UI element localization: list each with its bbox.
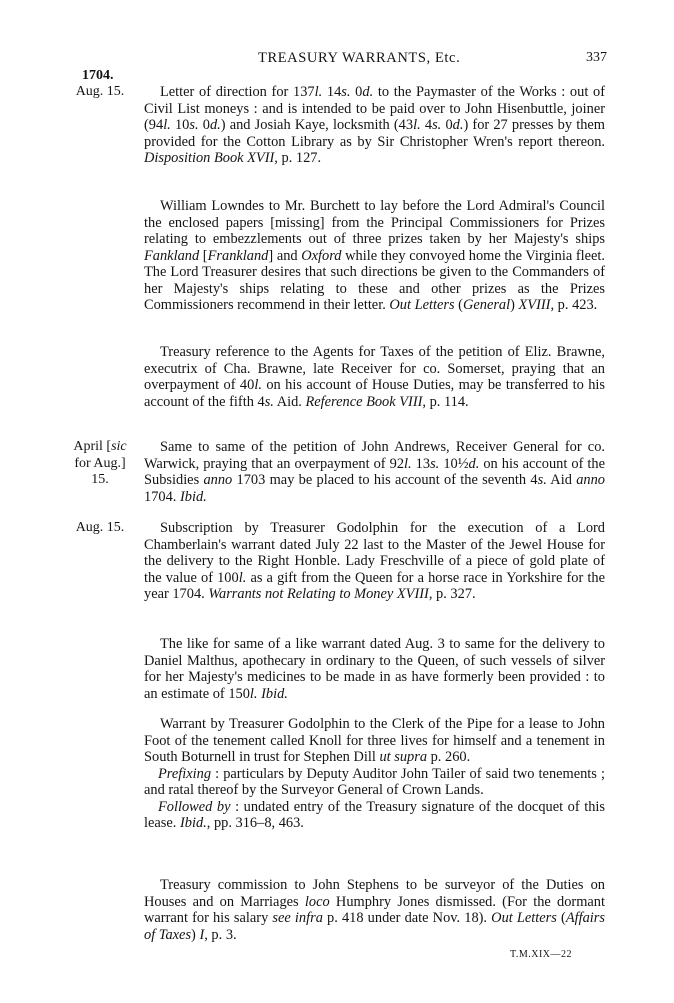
entry-paragraph: Warrant by Treasurer Godolphin to the Clerk of the Pipe for a lease to John Foot of the tenement called Knoll for three lives for himself and a tenement in South Boturnell in trust for Stephen Dill ut supra p. 260. [144, 716, 605, 765]
entry-text [144, 520, 605, 603]
entry-date: Aug. 15. [75, 84, 125, 99]
entry-paragraph: Same to same of the petition of John Andrews, Receiver General for co. Warwick, praying that an overpayment of 92l. 13s. 10½d. on his account of the Subsidies anno 1703 may be placed to his account of the seventh 4s. Aid anno 1704. Ibid. [144, 439, 605, 505]
running-title: TREASURY WARRANTS, Etc. [258, 50, 461, 66]
entry-text [144, 636, 605, 702]
entry-date: April [sic for Aug.] 15. [73, 439, 127, 487]
entry-paragraph: Followed by : undated entry of the Treasury signature of the docquet of this lease. Ibid., pp. 316–8, 463. [144, 798, 605, 831]
signature-mark: T.M.XIX—22 [510, 949, 573, 960]
entry-text [144, 439, 605, 505]
entry-date: Aug. 15. [75, 520, 125, 535]
entry-paragraph: Treasury commission to John Stephens to be surveyor of the Duties on Houses and on Marriages loco Humphry Jones dismissed. (For the dormant warrant for his salary see infra p. 418 under date Nov. 18). Out Letters (Affairs of Taxes) I, p. 3. [144, 877, 606, 943]
year-marker: 1704. [82, 68, 114, 83]
entry-paragraph: Prefixing : particulars by Deputy Auditor John Tailer of said two tenements ; and ratal thereof by the Surveyor General of Crown Lands. [144, 765, 605, 798]
entry-text [144, 716, 605, 832]
entry-paragraph: Subscription by Treasurer Godolphin for the execution of a Lord Chamberlain's warrant dated July 22 last to the Master of the Jewel House for the delivery to the Right Honble. Lady Freschville of a piece of gold plate of the value of 100l. as a gift from the Queen for a horse race in Yorkshire for the year 1704. Warrants not Relating to Money XVIII, p. 327. [144, 520, 605, 602]
entry-text [144, 877, 605, 943]
page-number: 337 [586, 50, 607, 65]
entry-paragraph: Treasury reference to the Agents for Taxes of the petition of Eliz. Brawne, executrix of Cha. Brawne, late Receiver for co. Somerset, praying that an overpayment of 40l. on his account of House Duties, may be transferred to his account of the fifth 4s. Aid. Reference Book VIII, p. 114. [144, 344, 605, 410]
entry-paragraph: Letter of direction for 137l. 14s. 0d. to the Paymaster of the Works : out of Civil List moneys : and is intended to be paid over to John Hisenbuttle, joiner (94l. 10s. 0d.) and Josiah Kaye, locksmith (43l. 4s. 0d.) for 27 presses by them provided for the Cotton Library as by Sir Christopher Wren's report thereon. Disposition Book XVII, p. 127. [144, 84, 605, 166]
running-head [0, 50, 674, 70]
entry-paragraph: William Lowndes to Mr. Burchett to lay before the Lord Admiral's Council the enclosed papers [missing] from the Principal Commissioners for Prizes relating to embezzlements out of three prizes taken by her Majesty's ships Fankland [Frankland] and Oxford while they convoyed home the Virginia fleet. The Lord Treasurer desires that such directions be given to the Commanders of her Majesty's ships relating to these and other prizes as the Prizes Commissioners recommend in their letter. Out Letters (General) XVIII, p. 423. [144, 198, 606, 313]
entry-text [144, 198, 605, 314]
entry-text [144, 344, 605, 410]
entry-text [144, 84, 605, 167]
entry-paragraph: The like for same of a like warrant dated Aug. 3 to same for the delivery to Daniel Malthus, apothecary in ordinary to the Queen, of such vessels of silver for her Majesty's medicines to be made in as have formerly been provided : to an estimate of 150l. Ibid. [144, 636, 605, 702]
